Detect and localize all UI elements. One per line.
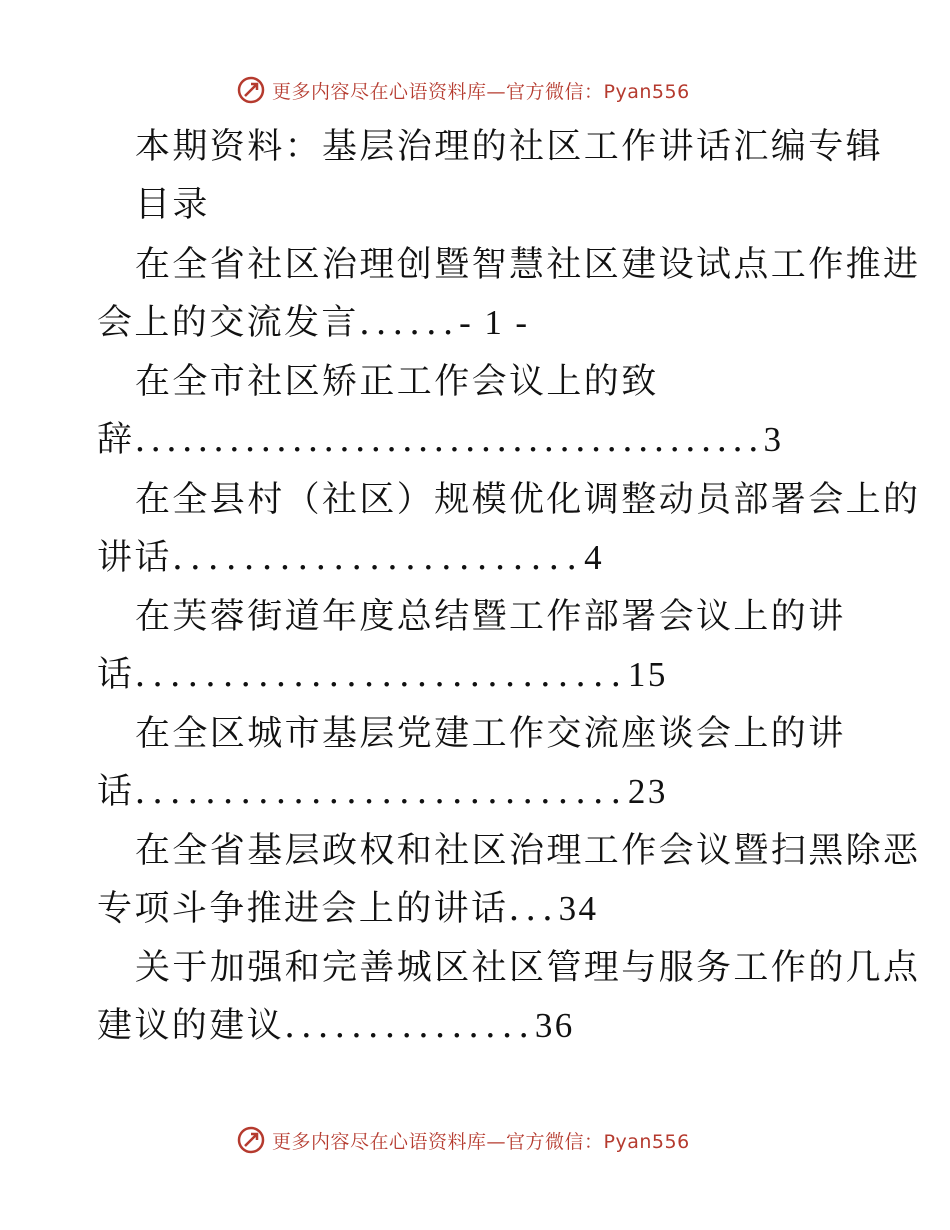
toc-page-number: 23 — [627, 772, 668, 811]
watermark-text: 更多内容尽在心语资料库—官方微信：Pyan556 — [272, 1130, 690, 1153]
toc-leader-dots: ............................ — [134, 772, 628, 812]
toc-leader-dots: ........................................ — [134, 420, 764, 460]
toc-leader-dots: ............................ — [134, 655, 628, 695]
toc-page-number: - 1 - — [459, 303, 530, 342]
toc-page-number: 34 — [558, 889, 599, 928]
toc-page-number: 36 — [534, 1006, 575, 1045]
toc-leader-dots: ............... — [284, 1006, 535, 1046]
toc-entry-title: 关于加强和完善城区社区管理与服务工作的几点 — [135, 948, 921, 988]
toc-entry-title: 在全县村（社区）规模优化调整动员部署会上的 — [135, 480, 921, 520]
toc-entry-title: 在全市社区矫正工作会议上的致 — [135, 362, 659, 402]
watermark-text: 更多内容尽在心语资料库—官方微信：Pyan556 — [272, 80, 690, 103]
toc-entry-continuation: 话............................23 — [97, 772, 668, 812]
toc-page-number: 4 — [584, 538, 605, 577]
watermark-banner-bottom — [0, 1120, 950, 1160]
toc-entry-title: 在全区城市基层党建工作交流座谈会上的讲 — [135, 714, 846, 754]
toc-page-number: 3 — [763, 420, 784, 459]
toc-entry-continuation: 话............................15 — [97, 655, 668, 695]
toc-entry-title: 在全省社区治理创暨智慧社区建设试点工作推进 — [135, 245, 921, 285]
brand-logo-icon — [236, 1125, 266, 1155]
toc-entry-continuation: 专项斗争推进会上的讲话...34 — [97, 889, 599, 929]
toc-entry-continuation: 讲话.......................4 — [97, 538, 605, 578]
toc-entry-title: 在芙蓉街道年度总结暨工作部署会议上的讲 — [135, 597, 846, 637]
toc-leader-dots: ... — [508, 889, 559, 929]
toc-leader-dots: ...... — [358, 303, 460, 343]
brand-logo-icon — [236, 75, 266, 105]
toc-entry-title: 在全省基层政权和社区治理工作会议暨扫黑除恶 — [135, 831, 921, 871]
toc-entry-continuation: 建议的建议...............36 — [97, 1006, 575, 1046]
watermark-banner-top — [0, 70, 950, 110]
toc-leader-dots: ....................... — [171, 538, 585, 578]
toc-page-number: 15 — [627, 655, 668, 694]
toc-entry-continuation: 辞........................................3 — [97, 420, 784, 460]
toc-heading: 目录 — [135, 185, 210, 225]
document-title: 本期资料：基层治理的社区工作讲话汇编专辑 — [135, 127, 884, 167]
toc-entry-continuation: 会上的交流发言......- 1 - — [97, 303, 530, 343]
